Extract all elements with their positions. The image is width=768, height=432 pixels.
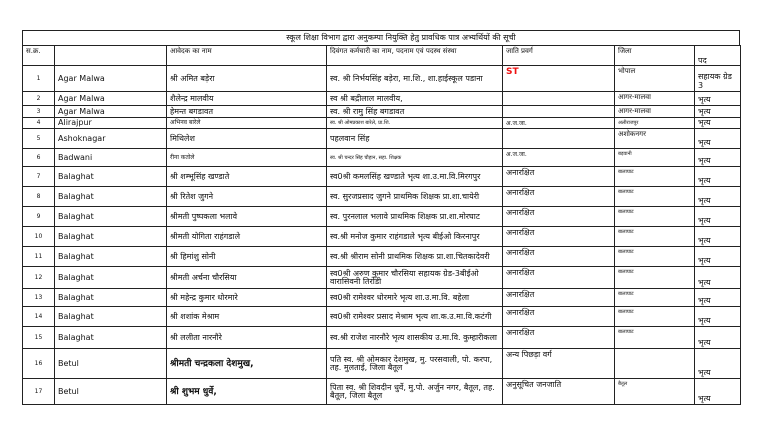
row-sn: 15: [23, 327, 55, 349]
row-post: भृत्य: [695, 167, 741, 187]
row-post: भृत्य: [695, 289, 741, 307]
table-row: [23, 187, 741, 207]
row-cdistrict: बालाघाट: [615, 247, 695, 267]
row-applicant-name: श्रीमती पुष्पकला भलावे: [167, 207, 327, 227]
header-sn: स.क्र.: [23, 46, 55, 66]
row-post: भृत्य: [695, 149, 741, 167]
header-relation: दिवंगत कर्मचारी का नाम, पदनाम एवं पदस्थ संस्था: [327, 46, 503, 66]
row-district: Agar Malwa: [55, 106, 167, 118]
row-post: सहायक ग्रेड 3: [695, 66, 741, 92]
row-cdistrict: बालाघाट: [615, 327, 695, 349]
row-category: [503, 92, 615, 106]
table-row: [23, 129, 741, 149]
row-cdistrict: आगर-मालवा: [615, 106, 695, 118]
row-cdistrict: बालाघाट: [615, 167, 695, 187]
row-category: [503, 106, 615, 118]
row-cdistrict: भोपाल: [615, 66, 695, 92]
row-sn: 8: [23, 187, 55, 207]
table-row: [23, 247, 741, 267]
row-sn: 16: [23, 349, 55, 379]
row-sn: 9: [23, 207, 55, 227]
row-applicant-name: श्रीमती अर्चना चौरसिया: [167, 267, 327, 289]
row-applicant-name: श्री ललीता नारनौरे: [167, 327, 327, 349]
row-post: भृत्य: [695, 118, 741, 129]
row-category: अनारक्षित: [503, 289, 615, 307]
row-post: भृत्य: [695, 187, 741, 207]
applicant-table: [22, 45, 741, 405]
row-deceased-employee: स्व.श्री राजेश नारनौरे भृत्य शासकीय उ.मा.वि. कुम्हारीकला: [327, 327, 503, 349]
table-row: [23, 307, 741, 327]
row-deceased-employee: पहलवान सिंह: [327, 129, 503, 149]
row-post: भृत्य: [695, 92, 741, 106]
table-header-row: [23, 46, 741, 66]
row-cdistrict: आगर-मालवा: [615, 92, 695, 106]
row-deceased-employee: स्व. श्री निर्भयसिंह बड़ेरा, मा.शि., शा.हाईस्कूल पडाना: [327, 66, 503, 92]
row-sn: 5: [23, 129, 55, 149]
table-row: [23, 118, 741, 129]
table-row: [23, 149, 741, 167]
document-sheet: [22, 30, 740, 405]
document-title: स्कूल शिक्षा विभाग द्वारा अनुकम्पा नियुक्ति हेतु प्रावधिक पात्र अभ्यर्थियों की सूची: [22, 30, 740, 45]
header-district: [55, 46, 167, 66]
row-category: अनुसूचित जनजाति: [503, 379, 615, 405]
row-cdistrict: अशोकनगर: [615, 129, 695, 149]
row-category: अनारक्षित: [503, 327, 615, 349]
row-district: Ashoknagar: [55, 129, 167, 149]
row-applicant-name: श्री महेन्द्र कुमार धोरमारे: [167, 289, 327, 307]
row-district: Agar Malwa: [55, 66, 167, 92]
row-district: Alirajpur: [55, 118, 167, 129]
row-category: अनारक्षित: [503, 267, 615, 289]
row-post: भृत्य: [695, 349, 741, 379]
row-post: भृत्य: [695, 267, 741, 289]
row-category: अनारक्षित: [503, 307, 615, 327]
table-row: [23, 227, 741, 247]
row-applicant-name: श्री शशांक मेश्राम: [167, 307, 327, 327]
row-district: Balaghat: [55, 327, 167, 349]
row-post: भृत्य: [695, 327, 741, 349]
row-deceased-employee: स्व0श्री रामेश्वर धोरमारे भृत्य शा.उ.मा.वि. बहेला: [327, 289, 503, 307]
row-deceased-employee: स्व. सुरजप्रसाद जुगने प्राथमिक शिक्षक प्रा.शा.चायेरी: [327, 187, 503, 207]
row-district: Balaghat: [55, 167, 167, 187]
row-post: भृत्य: [695, 247, 741, 267]
row-deceased-employee: स्व.श्री मनोज कुमार राहंगडाले भृत्य बीईओ किरनापुर: [327, 227, 503, 247]
row-district: Betul: [55, 379, 167, 405]
row-cdistrict: [615, 349, 695, 379]
row-deceased-employee: पति स्व. श्री ओमकार देशमुख, मु. परसवाली, पो. करपा, तह. मुलताई, जिला बैतूल: [327, 349, 503, 379]
row-applicant-name: हेमन्त बगडावत: [167, 106, 327, 118]
row-cdistrict: बालाघाट: [615, 207, 695, 227]
table-row: [23, 289, 741, 307]
row-applicant-name: शैलेन्द्र मालवीय: [167, 92, 327, 106]
row-sn: 17: [23, 379, 55, 405]
row-applicant-name: श्रीमती योगिता राहंगडाले: [167, 227, 327, 247]
row-category: अ.ज.जा.: [503, 118, 615, 129]
row-sn: 6: [23, 149, 55, 167]
row-sn: 10: [23, 227, 55, 247]
row-category: [503, 129, 615, 149]
row-applicant-name: रीना कतोले: [167, 149, 327, 167]
row-applicant-name: श्री शुभम धुर्वे,: [167, 379, 327, 405]
header-category: जाति प्रवर्ग: [503, 46, 615, 66]
table-row: [23, 207, 741, 227]
row-district: Balaghat: [55, 207, 167, 227]
row-post: भृत्य: [695, 307, 741, 327]
table-row: [23, 379, 741, 405]
row-post: भृत्य: [695, 379, 741, 405]
table-row: [23, 327, 741, 349]
row-category: ST: [503, 66, 615, 92]
row-cdistrict: बालाघाट: [615, 227, 695, 247]
row-category: अनारक्षित: [503, 227, 615, 247]
row-category: अनारक्षित: [503, 187, 615, 207]
row-applicant-name: श्री रितेश जुगने: [167, 187, 327, 207]
row-cdistrict: बालाघाट: [615, 289, 695, 307]
row-sn: 3: [23, 106, 55, 118]
row-post: भृत्य: [695, 129, 741, 149]
row-deceased-employee: स्व. श्री ओमप्रकाश बारेले, प्रा.शि.: [327, 118, 503, 129]
row-category: अनारक्षित: [503, 167, 615, 187]
row-category: अनारक्षित: [503, 247, 615, 267]
row-category: अ.ज.जा.: [503, 149, 615, 167]
row-district: Betul: [55, 349, 167, 379]
row-deceased-employee: स्व0श्री रामेश्वर प्रसाद मेश्राम भृत्य शा.क.उ.मा.वि.कटंगी: [327, 307, 503, 327]
row-district: Balaghat: [55, 187, 167, 207]
row-sn: 12: [23, 267, 55, 289]
row-district: Balaghat: [55, 267, 167, 289]
row-post: भृत्य: [695, 106, 741, 118]
table-row: [23, 167, 741, 187]
row-applicant-name: श्री शम्भूसिंह खण्डाते: [167, 167, 327, 187]
row-deceased-employee: स्व. पुरनलाल भलावे प्राथमिक शिक्षक प्रा.शा.मोरघाट: [327, 207, 503, 227]
row-category: अन्य पिछड़ा वर्ग: [503, 349, 615, 379]
table-row: [23, 106, 741, 118]
row-sn: 7: [23, 167, 55, 187]
row-applicant-name: श्री अमित बड़ेरा: [167, 66, 327, 92]
row-district: Badwani: [55, 149, 167, 167]
row-applicant-name: मिथिलेश: [167, 129, 327, 149]
header-post: पद: [695, 46, 741, 66]
row-cdistrict: बड़वानी: [615, 149, 695, 167]
row-district: Balaghat: [55, 307, 167, 327]
table-row: [23, 92, 741, 106]
row-sn: 13: [23, 289, 55, 307]
table-row: [23, 349, 741, 379]
row-cdistrict: बैतूल: [615, 379, 695, 405]
row-district: Balaghat: [55, 289, 167, 307]
row-cdistrict: बालाघाट: [615, 267, 695, 289]
header-cdistrict: जिला: [615, 46, 695, 66]
row-district: Agar Malwa: [55, 92, 167, 106]
row-applicant-name: श्री हिमांशु सोनी: [167, 247, 327, 267]
row-sn: 14: [23, 307, 55, 327]
row-applicant-name: अभिनव बारेले: [167, 118, 327, 129]
row-district: Balaghat: [55, 247, 167, 267]
row-deceased-employee: स्व. श्री रामु सिंह बगडावत: [327, 106, 503, 118]
row-cdistrict: बालाघाट: [615, 307, 695, 327]
row-deceased-employee: स्व.श्री श्रीराम सोनी प्राथमिक शिक्षक प्रा.शा.चितकादेवरी: [327, 247, 503, 267]
row-district: Balaghat: [55, 227, 167, 247]
row-deceased-employee: स्व0श्री अरुण कुमार चौरसिया सहायक ग्रेड-3बीईओ वारासिवनी तिरोडी: [327, 267, 503, 289]
row-cdistrict: अलीराजपुर: [615, 118, 695, 129]
row-category: अनारक्षित: [503, 207, 615, 227]
row-cdistrict: बालाघाट: [615, 187, 695, 207]
table-row: [23, 267, 741, 289]
row-sn: 4: [23, 118, 55, 129]
row-deceased-employee: स्व0श्री कमलसिंह खण्डाते भृत्य शा.उ.मा.वि.मिरगपुर: [327, 167, 503, 187]
row-deceased-employee: स्व श्री बद्रीलाल मालवीय,: [327, 92, 503, 106]
table-row: [23, 66, 741, 92]
row-post: भृत्य: [695, 207, 741, 227]
row-applicant-name: श्रीमती चन्द्रकला देशमुख,: [167, 349, 327, 379]
row-deceased-employee: पिता स्व. श्री शिवदीन धुर्वे, मु.पो. अर्जुन नगर, बैतूल, तह. बैतूल, जिला बैतूल: [327, 379, 503, 405]
row-sn: 11: [23, 247, 55, 267]
row-deceased-employee: स्व. श्री चन्दर सिंह चौहान, सहा. शिक्षक: [327, 149, 503, 167]
row-post: भृत्य: [695, 227, 741, 247]
header-applicant: आवेदक का नाम: [167, 46, 327, 66]
row-sn: 2: [23, 92, 55, 106]
row-sn: 1: [23, 66, 55, 92]
